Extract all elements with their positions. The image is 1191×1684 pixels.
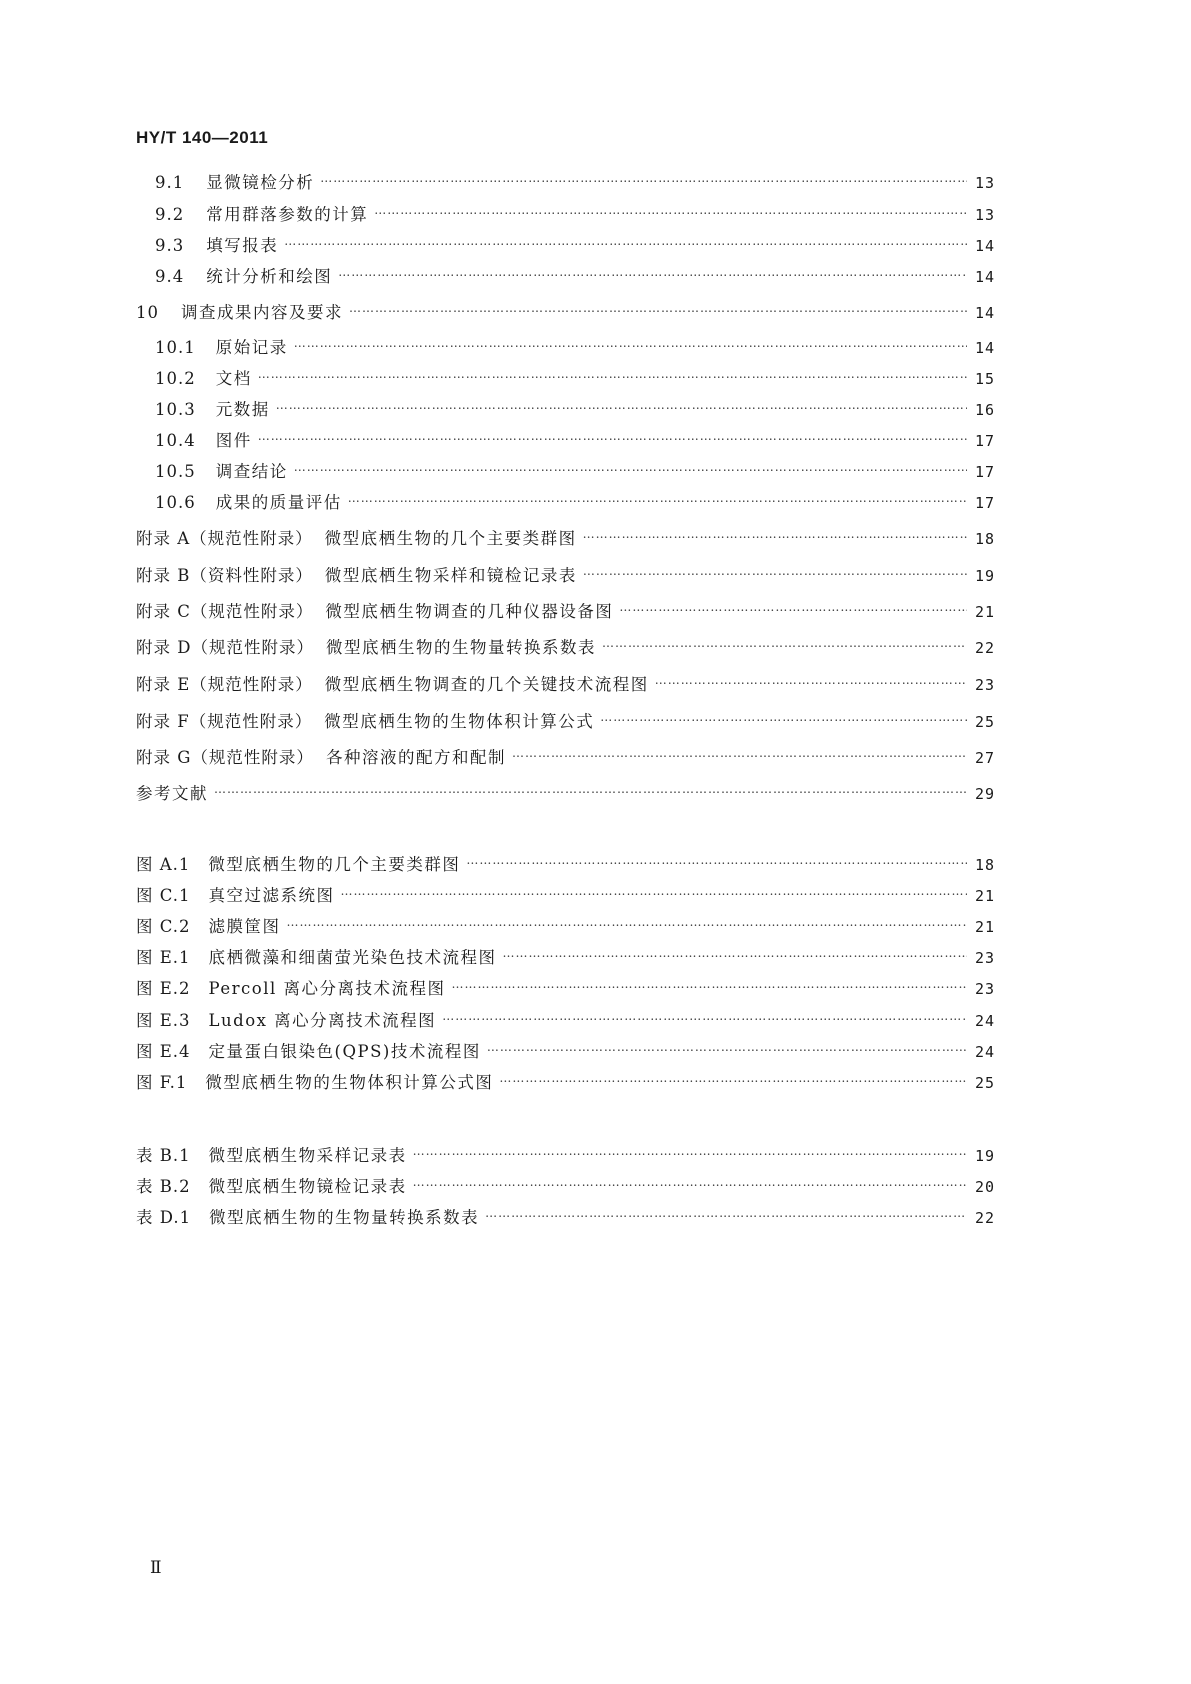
toc-appendix-b[interactable] — [136, 564, 995, 588]
toc-title: 调查成果内容及要求 — [181, 303, 343, 322]
toc-number: 10.4 — [155, 431, 196, 450]
toc-appendix-f[interactable] — [136, 710, 995, 734]
toc-figure-e4[interactable] — [136, 1040, 995, 1064]
toc-page: 25 — [974, 1074, 995, 1092]
dot-leader — [287, 910, 967, 934]
toc-page: 14 — [974, 304, 995, 322]
toc-page: 23 — [974, 949, 995, 967]
toc-page: 23 — [974, 676, 995, 694]
dot-leader — [499, 1066, 967, 1090]
dot-leader — [485, 1201, 967, 1225]
figure-label: 图 F.1 — [136, 1073, 188, 1092]
dot-leader — [487, 1035, 967, 1059]
dot-leader — [655, 668, 967, 692]
toc-number: 10.1 — [155, 338, 196, 357]
toc-page: 19 — [974, 1147, 995, 1165]
appendix-label: 附录 G（规范性附录） — [136, 748, 314, 767]
appendix-title: 微型底栖生物的几个主要类群图 — [324, 529, 577, 548]
toc-entry-10-3[interactable] — [155, 398, 995, 422]
toc-page: 17 — [974, 432, 995, 450]
toc-entry-10-1[interactable] — [155, 336, 995, 360]
toc-figure-f1[interactable] — [136, 1071, 995, 1095]
dot-leader — [442, 1004, 967, 1028]
appendix-title: 微型底栖生物调查的几种仪器设备图 — [325, 602, 614, 621]
toc-page: 14 — [974, 237, 995, 255]
toc-title: 显微镜检分析 — [206, 173, 315, 192]
toc-appendix-g[interactable] — [136, 746, 995, 770]
toc-page: 23 — [974, 980, 995, 998]
toc-page: 29 — [974, 785, 995, 803]
appendix-title: 微型底栖生物的生物量转换系数表 — [325, 638, 596, 657]
toc-page: 21 — [974, 918, 995, 936]
toc-title: 填写报表 — [206, 236, 279, 255]
toc-page: 24 — [974, 1012, 995, 1030]
dot-leader — [276, 393, 967, 417]
dot-leader — [338, 260, 967, 284]
table-label: 表 B.2 — [136, 1177, 191, 1196]
figure-label: 图 C.2 — [136, 917, 191, 936]
appendix-label: 附录 E（规范性附录） — [136, 675, 313, 694]
toc-number: 9.4 — [155, 267, 185, 286]
dot-leader — [349, 296, 967, 320]
toc-page: 17 — [974, 463, 995, 481]
toc-page: 14 — [974, 339, 995, 357]
toc-title: 元数据 — [215, 400, 270, 419]
toc-title: 文档 — [215, 369, 252, 388]
appendix-label: 附录 C（规范性附录） — [136, 602, 314, 621]
figure-label: 图 E.3 — [136, 1011, 191, 1030]
figure-title: 定量蛋白银染色(QPS)技术流程图 — [208, 1042, 481, 1061]
toc-number: 9.3 — [155, 236, 185, 255]
toc-entry-10-4[interactable] — [155, 429, 995, 453]
dot-leader — [452, 972, 967, 996]
figure-title: 微型底栖生物的几个主要类群图 — [208, 855, 461, 874]
dot-leader — [466, 848, 967, 872]
toc-page: 27 — [974, 749, 995, 767]
toc-title: 原始记录 — [215, 338, 288, 357]
toc-number: 10.2 — [155, 369, 196, 388]
toc-number: 10.3 — [155, 400, 196, 419]
toc-table-b2[interactable] — [136, 1175, 995, 1199]
figure-title: 微型底栖生物的生物体积计算公式图 — [205, 1073, 494, 1092]
appendix-label: 附录 D（规范性附录） — [136, 638, 314, 657]
toc-title: 调查结论 — [215, 462, 288, 481]
toc-figure-e3[interactable] — [136, 1009, 995, 1033]
table-title: 微型底栖生物采样记录表 — [208, 1146, 407, 1165]
toc-appendix-e[interactable] — [136, 673, 995, 697]
toc-figure-e2[interactable] — [136, 977, 995, 1001]
toc-number: 9.1 — [155, 173, 185, 192]
toc-page: 13 — [974, 174, 995, 192]
dot-leader — [258, 362, 967, 386]
toc-number: 10.6 — [155, 493, 196, 512]
appendix-label: 附录 F（规范性附录） — [136, 712, 313, 731]
toc-entry-10-2[interactable] — [155, 367, 995, 391]
figure-title: 真空过滤系统图 — [208, 886, 335, 905]
toc-page: 16 — [974, 401, 995, 419]
appendix-title: 微型底栖生物采样和镜检记录表 — [324, 566, 577, 585]
dot-leader — [348, 486, 967, 510]
toc-references[interactable] — [136, 782, 995, 806]
dot-leader — [284, 229, 967, 253]
document-code: HY/T 140—2011 — [136, 128, 269, 147]
toc-entry-9-1[interactable] — [155, 171, 995, 195]
toc-page: 15 — [974, 370, 995, 388]
toc-appendix-c[interactable] — [136, 600, 995, 624]
toc-appendix-a[interactable] — [136, 527, 995, 551]
toc-figure-e1[interactable] — [136, 946, 995, 970]
dot-leader — [413, 1170, 967, 1194]
dot-leader — [294, 455, 967, 479]
toc-number: 9.2 — [155, 205, 185, 224]
toc-title: 统计分析和绘图 — [206, 267, 333, 286]
toc-title: 常用群落参数的计算 — [206, 205, 369, 224]
figure-label: 图 C.1 — [136, 886, 191, 905]
toc-figure-c2[interactable] — [136, 915, 995, 939]
toc-table-d1[interactable] — [136, 1206, 995, 1230]
figure-title: 底栖微藻和细菌萤光染色技术流程图 — [208, 948, 497, 967]
toc-table-b1[interactable] — [136, 1144, 995, 1168]
dot-leader — [583, 522, 967, 546]
toc-page: 21 — [974, 887, 995, 905]
dot-leader — [602, 631, 967, 655]
toc-title: 图件 — [215, 431, 252, 450]
toc-page: 25 — [974, 713, 995, 731]
appendix-title: 微型底栖生物的生物体积计算公式 — [324, 712, 595, 731]
dot-leader — [341, 879, 967, 903]
toc-page: 24 — [974, 1043, 995, 1061]
toc-entry-9-2[interactable] — [155, 203, 995, 227]
toc-number: 10.5 — [155, 462, 196, 481]
toc-entry-9-3[interactable] — [155, 234, 995, 258]
figure-label: 图 A.1 — [136, 855, 191, 874]
references-title: 参考文献 — [136, 784, 208, 803]
figure-title: Ludox 离心分离技术流程图 — [208, 1011, 437, 1030]
dot-leader — [503, 941, 967, 965]
toc-number: 10 — [136, 303, 159, 322]
toc-title: 成果的质量评估 — [215, 493, 342, 512]
toc-page: 22 — [974, 1209, 995, 1227]
table-title: 微型底栖生物镜检记录表 — [208, 1177, 407, 1196]
table-title: 微型底栖生物的生物量转换系数表 — [209, 1208, 480, 1227]
toc-page: 13 — [974, 206, 995, 224]
toc-page: 20 — [974, 1178, 995, 1196]
toc-page: 19 — [974, 567, 995, 585]
dot-leader — [583, 559, 967, 583]
dot-leader — [413, 1139, 967, 1163]
dot-leader — [374, 198, 967, 222]
toc-page: 17 — [974, 494, 995, 512]
toc-appendix-d[interactable] — [136, 636, 995, 660]
toc-figure-c1[interactable] — [136, 884, 995, 908]
appendix-label: 附录 B（资料性附录） — [136, 566, 313, 585]
toc-page: 18 — [974, 856, 995, 874]
figure-title: Percoll 离心分离技术流程图 — [208, 979, 446, 998]
dot-leader — [214, 777, 967, 801]
toc-page: 22 — [974, 639, 995, 657]
toc-entry-10-5[interactable] — [155, 460, 995, 484]
table-label: 表 D.1 — [136, 1208, 192, 1227]
figure-label: 图 E.4 — [136, 1042, 191, 1061]
dot-leader — [600, 705, 967, 729]
toc-entry-10[interactable] — [136, 301, 995, 325]
toc-page: 18 — [974, 530, 995, 548]
toc-figure-a1[interactable] — [136, 853, 995, 877]
dot-leader — [512, 741, 967, 765]
toc-entry-10-6[interactable] — [155, 491, 995, 515]
table-label: 表 B.1 — [136, 1146, 191, 1165]
dot-leader — [294, 331, 967, 355]
appendix-title: 各种溶液的配方和配制 — [325, 748, 506, 767]
toc-page: 21 — [974, 603, 995, 621]
appendix-label: 附录 A（规范性附录） — [136, 529, 313, 548]
dot-leader — [619, 595, 967, 619]
figure-title: 滤膜筐图 — [208, 917, 281, 936]
figure-label: 图 E.2 — [136, 979, 191, 998]
toc-entry-9-4[interactable] — [155, 265, 995, 289]
dot-leader — [258, 424, 967, 448]
appendix-title: 微型底栖生物调查的几个关键技术流程图 — [324, 675, 649, 694]
figure-label: 图 E.1 — [136, 948, 191, 967]
page-number: Ⅱ — [150, 1558, 162, 1578]
toc-page: 14 — [974, 268, 995, 286]
dot-leader — [320, 166, 967, 190]
